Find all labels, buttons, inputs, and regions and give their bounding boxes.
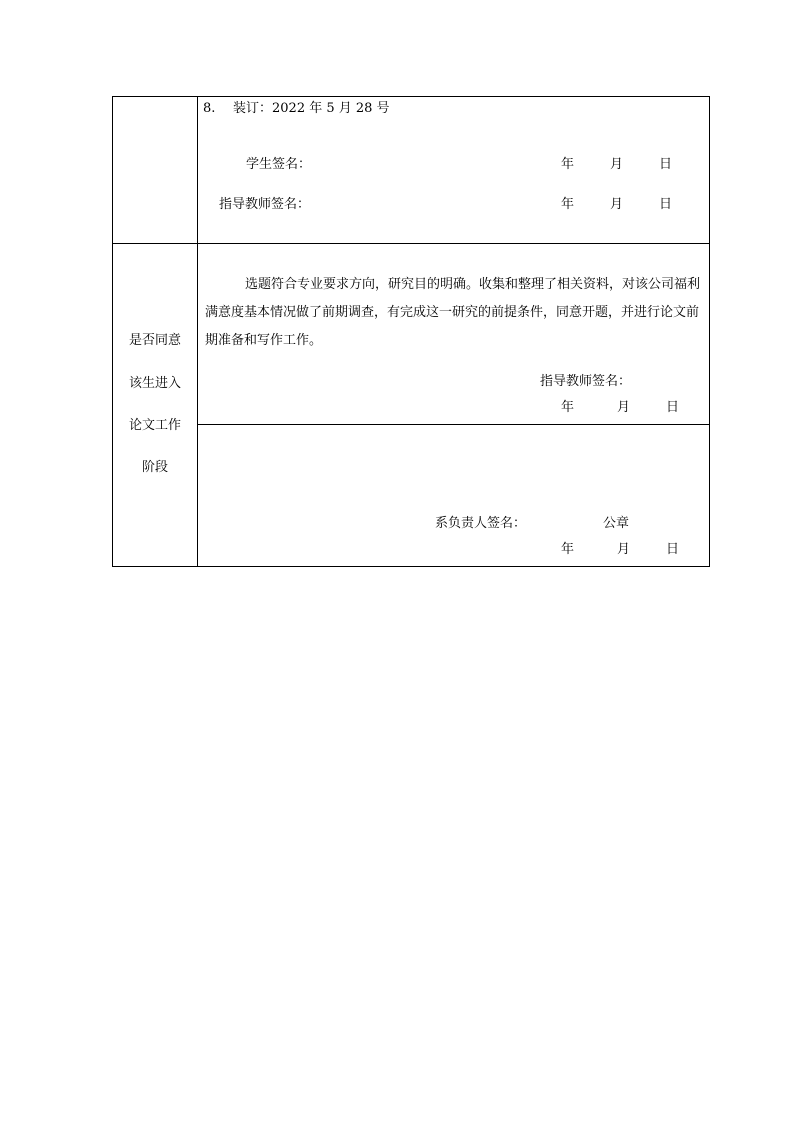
row-divider-middle	[197, 424, 709, 425]
department-date-year: 年	[561, 542, 575, 557]
opinion-date-day: 日	[666, 400, 680, 415]
opinion-date-year: 年	[561, 400, 575, 415]
side-label-line-1: 是否同意	[128, 333, 181, 348]
student-date-month: 月	[610, 157, 624, 172]
binding-item-text: 装订：2022 年 5 月 28 号	[233, 101, 390, 116]
row-divider-top	[113, 243, 709, 244]
approval-form-table	[112, 96, 710, 567]
item-number: 8.	[203, 101, 216, 116]
side-label-line-3: 论文工作	[128, 418, 181, 433]
official-seal-label: 公章	[603, 516, 630, 531]
opinion-date-month: 月	[617, 400, 631, 415]
student-signature-label: 学生签名：	[246, 157, 312, 172]
department-date-day: 日	[666, 542, 680, 557]
advisor-opinion-text: 选题符合专业要求方向，研究目的明确。收集和整理了相关资料，对该公司福利满意度基本情况做了前期调查，有完成这一研究的前提条件，同意开题，并进行论文前期准备和写作工作。	[205, 277, 701, 348]
advisor-opinion-paragraph	[205, 271, 705, 355]
student-date-year: 年	[561, 157, 575, 172]
department-head-signature-label: 系负责人签名：	[435, 516, 527, 531]
side-label-line-2: 该生进入	[128, 376, 181, 391]
advisor-date-day: 日	[659, 197, 673, 212]
advisor-signature-label: 指导教师签名：	[219, 197, 311, 212]
student-date-day: 日	[659, 157, 673, 172]
side-label-line-4: 阶段	[141, 460, 168, 475]
column-divider	[197, 97, 198, 566]
advisor-date-year: 年	[561, 197, 575, 212]
advisor-date-month: 月	[610, 197, 624, 212]
department-date-month: 月	[617, 542, 631, 557]
opinion-advisor-signature-label: 指导教师签名：	[540, 374, 632, 389]
